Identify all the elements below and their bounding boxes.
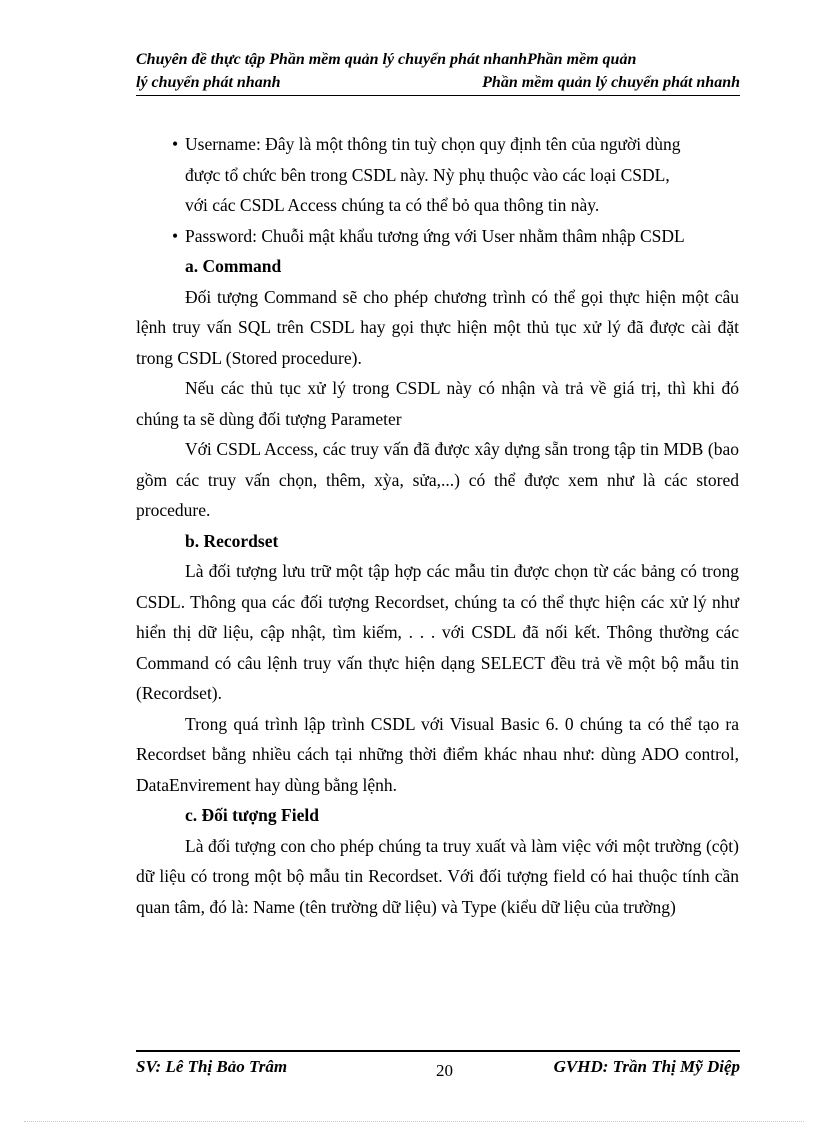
page-header bbox=[136, 48, 740, 96]
password-text: Password: Chuỗi mật khẩu tương ứng với User nhằm thâm nhập CSDL bbox=[185, 225, 685, 246]
bullet-dot-icon: • bbox=[172, 225, 179, 246]
bullet-dot-icon: • bbox=[172, 134, 179, 154]
section-c-heading: c. Đối tượng Field bbox=[185, 805, 319, 825]
header-title-line-1: Chuyên đề thực tập Phần mềm quản lý chuyển phát nhanhPhần mềm quản bbox=[136, 51, 637, 68]
section-b-paragraph-1: Là đối tượng lưu trữ một tập hợp các mẫu tin được chọn từ các bảng có trong CSDL. Thông qua các đối tượng Recordset, chúng ta có thể thực hiện các xử lý như hiển thị dữ liệu, cập nhật, tìm kiếm, . . . với CSDL đã nối kết. Thông thường các Command có câu lệnh truy vấn thực hiện dạng SELECT đều trả về một bộ mẫu tin (Recordset). bbox=[136, 561, 739, 703]
page-number: 20 bbox=[436, 1061, 453, 1080]
footer-student-name: SV: Lê Thị Bảo Trâm bbox=[136, 1057, 288, 1076]
header-title-line-2 bbox=[136, 71, 740, 96]
username-text-line-3: với các CSDL Access chúng ta có thể bỏ qua thông tin này. bbox=[185, 195, 600, 215]
bullet-password bbox=[136, 221, 739, 252]
header-title-left: lý chuyển phát nhanh bbox=[136, 74, 281, 91]
document-body bbox=[136, 129, 739, 922]
section-c-paragraph-1: Là đối tượng con cho phép chúng ta truy xuất và làm việc với một trường (cột) dữ liệu có trong một bộ mẫu tin Recordset. Với đối tượng field có hai thuộc tính cần quan tâm, đó là: Name (tên trường dữ liệu) và Type (kiểu dữ liệu của trường) bbox=[136, 835, 739, 917]
section-a-paragraph-3: Với CSDL Access, các truy vấn đã được xây dựng sẵn trong tập tin MDB (bao gồm các truy vấn chọn, thêm, xỳa, sửa,...) có thể được xem như là các stored procedure. bbox=[136, 439, 739, 520]
bullet-username bbox=[136, 129, 739, 160]
section-a-paragraph-2: Nếu các thủ tục xử lý trong CSDL này có nhận và trả về giá trị, thì khi đó chúng ta sẽ dùng đối tượng Parameter bbox=[136, 378, 739, 429]
header-title-right: Phần mềm quản lý chuyển phát nhanh bbox=[482, 74, 740, 91]
page-bottom-divider bbox=[24, 1121, 804, 1122]
section-b-heading: b. Recordset bbox=[185, 530, 279, 551]
section-a-paragraph-1: Đối tượng Command sẽ cho phép chương trình có thể gọi thực hiện một câu lệnh truy vấn SQL trên CSDL hay gọi thực hiện một thủ tục xử lý đã được cài đặt trong CSDL (Stored procedure). bbox=[136, 286, 739, 368]
username-text-line-2: được tổ chức bên trong CSDL này. Nỳ phụ thuộc vào các loại CSDL, bbox=[185, 164, 670, 185]
footer-advisor-name: GVHD: Trần Thị Mỹ Diệp bbox=[553, 1057, 740, 1076]
section-a-heading: a. Command bbox=[185, 256, 282, 276]
page-footer bbox=[136, 1050, 740, 1082]
section-b-paragraph-2: Trong quá trình lập trình CSDL với Visual Basic 6. 0 chúng ta có thể tạo ra Recordset bằng nhiều cách tại những thời điểm khác nhau như: dùng ADO control, DataEnvirement hay dùng bằng lệnh. bbox=[136, 713, 739, 795]
username-text-line-1: Username: Đây là một thông tin tuỳ chọn quy định tên của người dùng bbox=[185, 134, 681, 154]
